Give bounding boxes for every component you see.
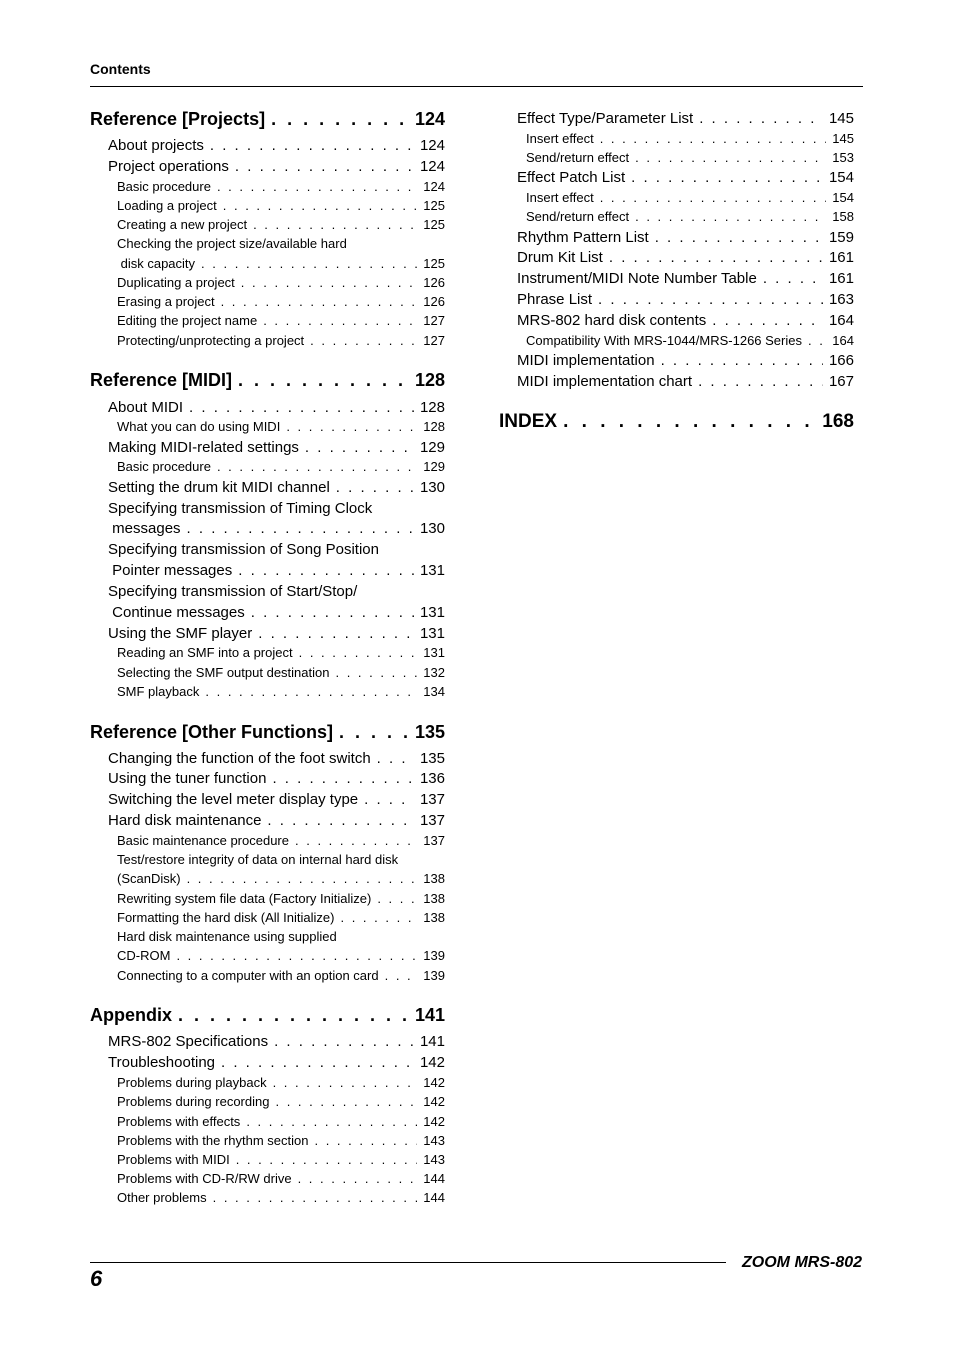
- dot-leader: [217, 179, 417, 194]
- dot-leader: [205, 684, 417, 699]
- toc-entry[interactable]: [108, 770, 445, 787]
- dot-leader: [241, 275, 418, 290]
- dot-leader: [598, 291, 823, 308]
- dot-leader: [339, 722, 409, 743]
- dot-leader: [295, 833, 417, 848]
- toc-entry[interactable]: [517, 312, 854, 329]
- footer-brand: ZOOM MRS-802: [742, 1254, 863, 1271]
- toc-entry-title: Reading an SMF into a project: [117, 645, 293, 660]
- toc-entry[interactable]: [90, 370, 445, 391]
- dot-leader: [253, 217, 417, 232]
- toc-entry-page: 143: [423, 1133, 445, 1148]
- toc-entry-page: 128: [414, 370, 445, 390]
- toc-entry[interactable]: [108, 562, 445, 579]
- toc-entry-page: 141: [419, 1033, 445, 1050]
- toc-entry[interactable]: [526, 190, 854, 205]
- toc-entry-page: 159: [828, 229, 854, 246]
- toc-entry[interactable]: [517, 291, 854, 308]
- dot-leader: [635, 209, 826, 224]
- toc-entry-title: disk capacity: [117, 256, 196, 271]
- dot-leader: [273, 1075, 418, 1090]
- dot-leader: [377, 750, 414, 767]
- toc-entry-title: Loading a project: [117, 198, 217, 213]
- dot-leader: [600, 131, 827, 146]
- toc-entry-page: 134: [423, 684, 445, 699]
- toc-entry[interactable]: [499, 411, 854, 433]
- toc-entry-page: 131: [419, 562, 445, 579]
- toc-entry-page: 125: [423, 256, 445, 271]
- toc-entry-title: Using the tuner function: [108, 770, 267, 787]
- toc-entry-page: 161: [828, 249, 854, 266]
- toc-entry-title: MIDI implementation chart: [517, 373, 693, 390]
- toc-entry[interactable]: [108, 158, 445, 175]
- toc-entry[interactable]: [117, 198, 445, 213]
- dot-leader: [563, 411, 816, 433]
- dot-leader: [635, 150, 826, 165]
- toc-entry[interactable]: [117, 459, 445, 474]
- toc-entry-title: Switching the level meter display type: [108, 791, 359, 808]
- toc-entry-title: Editing the project name: [117, 313, 258, 328]
- dot-leader: [305, 439, 414, 456]
- toc-entry-title: What you can do using MIDI: [117, 419, 281, 434]
- toc-entry-page: 132: [423, 665, 445, 680]
- toc-entry[interactable]: [108, 541, 445, 558]
- dot-leader: [298, 1171, 418, 1186]
- toc-entry-page: 161: [828, 270, 854, 287]
- toc-entry-page: 144: [423, 1190, 445, 1205]
- toc-entry[interactable]: [117, 333, 445, 348]
- toc-entry[interactable]: [108, 812, 445, 829]
- dot-leader: [631, 169, 823, 186]
- toc-entry-title: Troubleshooting: [108, 1054, 216, 1071]
- footer-rule: [90, 1262, 726, 1263]
- dot-leader: [698, 373, 823, 390]
- toc-entry[interactable]: [517, 373, 854, 390]
- toc-entry[interactable]: [90, 722, 445, 743]
- toc-entry[interactable]: [108, 791, 445, 808]
- toc-entry-page: 163: [828, 291, 854, 308]
- toc-entry-page: 131: [423, 645, 445, 660]
- toc-entry-title: messages: [108, 520, 181, 537]
- toc-entry-title: Insert effect: [526, 131, 594, 146]
- toc-entry[interactable]: [117, 217, 445, 232]
- toc-entry-page: 166: [828, 352, 854, 369]
- toc-entry-title: SMF playback: [117, 684, 200, 699]
- toc-entry-page: 154: [828, 169, 854, 186]
- toc-entry-title: (ScanDisk): [117, 871, 181, 886]
- toc-entry-title: Test/restore integrity of data on internal hard disk: [117, 852, 399, 867]
- toc-entry[interactable]: [517, 229, 854, 246]
- toc-entry-title: Problems during recording: [117, 1094, 270, 1109]
- toc-entry-title: Compatibility With MRS-1044/MRS-1266 Series: [526, 333, 802, 348]
- toc-entry-title: Changing the function of the foot switch: [108, 750, 371, 767]
- toc-entry-page: 129: [423, 459, 445, 474]
- toc-entry-title: Using the SMF player: [108, 625, 253, 642]
- toc-entry[interactable]: [108, 625, 445, 642]
- toc-entry-title: CD-ROM: [117, 948, 171, 963]
- dot-leader: [286, 419, 417, 434]
- toc-entry-page: 153: [832, 150, 854, 165]
- toc-entry-title: Formatting the hard disk (All Initialize): [117, 910, 335, 925]
- toc-entry-title: Reference [Other Functions]: [90, 722, 334, 742]
- toc-entry[interactable]: [517, 169, 854, 186]
- toc-entry-page: 124: [419, 137, 445, 154]
- toc-entry[interactable]: [108, 1054, 445, 1071]
- toc-entry[interactable]: [117, 929, 445, 944]
- toc-entry-title: Erasing a project: [117, 294, 215, 309]
- toc-entry-page: 142: [419, 1054, 445, 1071]
- toc-entry[interactable]: [108, 520, 445, 537]
- toc-entry-page: 145: [832, 131, 854, 146]
- toc-entry-title: Appendix: [90, 1005, 173, 1025]
- toc-entry-page: 143: [423, 1152, 445, 1167]
- toc-entry-title: Send/return effect: [526, 150, 630, 165]
- toc-entry-title: Specifying transmission of Start/Stop/: [108, 583, 358, 600]
- toc-entry[interactable]: [517, 249, 854, 266]
- toc-entry-page: 164: [828, 312, 854, 329]
- toc-entry[interactable]: [117, 891, 445, 906]
- toc-entry[interactable]: [117, 236, 445, 251]
- toc-entry-title: Rhythm Pattern List: [517, 229, 649, 246]
- dot-leader: [263, 313, 417, 328]
- toc-entry[interactable]: [117, 1171, 445, 1186]
- toc-entry-title: MRS-802 Specifications: [108, 1033, 269, 1050]
- toc-entry-page: 141: [414, 1005, 445, 1025]
- dot-leader: [655, 229, 823, 246]
- dot-leader: [271, 109, 409, 130]
- toc-entry-title: Hard disk maintenance using supplied: [117, 929, 337, 944]
- toc-entry-page: 125: [423, 198, 445, 213]
- dot-leader: [364, 791, 414, 808]
- toc-entry-page: 130: [419, 520, 445, 537]
- toc-entry[interactable]: [108, 750, 445, 767]
- dot-leader: [699, 110, 823, 127]
- toc-entry[interactable]: [117, 833, 445, 848]
- dot-leader: [210, 137, 414, 154]
- toc-entry-page: 167: [828, 373, 854, 390]
- dot-leader: [385, 968, 418, 983]
- dot-leader: [221, 1054, 414, 1071]
- toc-entry[interactable]: [526, 209, 854, 224]
- toc-entry-page: 138: [423, 891, 445, 906]
- toc-entry-page: 124: [423, 179, 445, 194]
- toc-entry[interactable]: [526, 131, 854, 146]
- toc-entry-page: 127: [423, 333, 445, 348]
- toc-entry[interactable]: [117, 419, 445, 434]
- dot-leader: [340, 910, 417, 925]
- toc-entry-title: Continue messages: [108, 604, 245, 621]
- dot-leader: [238, 562, 414, 579]
- dot-leader: [336, 479, 414, 496]
- toc-entry[interactable]: [108, 439, 445, 456]
- toc-entry-page: 137: [419, 812, 445, 829]
- dot-leader: [238, 370, 409, 391]
- dot-leader: [763, 270, 823, 287]
- toc-entry[interactable]: [117, 256, 445, 271]
- toc-entry[interactable]: [117, 1114, 445, 1129]
- toc-entry-page: 142: [423, 1075, 445, 1090]
- dot-leader: [235, 158, 414, 175]
- toc-entry-page: 138: [423, 871, 445, 886]
- toc-entry-page: 142: [423, 1094, 445, 1109]
- toc-entry[interactable]: [517, 110, 854, 127]
- toc-entry-page: 128: [423, 419, 445, 434]
- toc-entry[interactable]: [90, 109, 445, 130]
- toc-entry-title: MRS-802 hard disk contents: [517, 312, 707, 329]
- dot-leader: [236, 1152, 418, 1167]
- dot-leader: [272, 770, 414, 787]
- toc-entry[interactable]: [117, 179, 445, 194]
- dot-leader: [808, 333, 826, 348]
- toc-entry[interactable]: [90, 1005, 445, 1026]
- dot-leader: [213, 1190, 418, 1205]
- toc-entry[interactable]: [117, 1152, 445, 1167]
- toc-entry-title: Insert effect: [526, 190, 594, 205]
- toc-entry[interactable]: [117, 275, 445, 290]
- dot-leader: [600, 190, 827, 205]
- toc-entry[interactable]: [108, 583, 445, 600]
- toc-entry-title: Problems with the rhythm section: [117, 1133, 309, 1148]
- toc-entry-title: Making MIDI-related settings: [108, 439, 299, 456]
- toc-entry[interactable]: [108, 1033, 445, 1050]
- toc-entry-page: 124: [419, 158, 445, 175]
- dot-leader: [258, 625, 414, 642]
- toc-entry-title: Basic procedure: [117, 179, 211, 194]
- toc-entry-page: 128: [419, 399, 445, 416]
- toc-entry-title: Checking the project size/available hard: [117, 236, 347, 251]
- toc-entry[interactable]: [526, 150, 854, 165]
- toc-entry-title: Basic maintenance procedure: [117, 833, 289, 848]
- toc-entry-page: 127: [423, 313, 445, 328]
- dot-leader: [314, 1133, 417, 1148]
- toc-entry-title: Phrase List: [517, 291, 593, 308]
- toc-entry-title: Reference [Projects]: [90, 109, 266, 129]
- toc-entry-title: Rewriting system file data (Factory Initialize): [117, 891, 372, 906]
- dot-leader: [201, 256, 417, 271]
- toc-entry-title: About MIDI: [108, 399, 184, 416]
- toc-entry[interactable]: [517, 352, 854, 369]
- toc-entry[interactable]: [117, 910, 445, 925]
- toc-entry-page: 168: [822, 411, 854, 432]
- dot-leader: [661, 352, 823, 369]
- toc-entry[interactable]: [108, 500, 445, 517]
- toc-entry-title: Other problems: [117, 1190, 207, 1205]
- toc-entry-page: 145: [828, 110, 854, 127]
- toc-entry-page: 126: [423, 294, 445, 309]
- toc-entry-page: 139: [423, 948, 445, 963]
- toc-entry[interactable]: [117, 665, 445, 680]
- toc-entry[interactable]: [517, 270, 854, 287]
- dot-leader: [712, 312, 823, 329]
- toc-entry-page: 135: [414, 722, 445, 742]
- dot-leader: [178, 1005, 409, 1026]
- dot-leader: [221, 294, 418, 309]
- toc-entry-title: Effect Type/Parameter List: [517, 110, 694, 127]
- toc-entry-title: Problems with MIDI: [117, 1152, 230, 1167]
- toc-entry[interactable]: [117, 1075, 445, 1090]
- toc-entry[interactable]: [117, 313, 445, 328]
- toc-entry-page: 137: [423, 833, 445, 848]
- toc-entry[interactable]: [108, 604, 445, 621]
- toc-entry-title: About projects: [108, 137, 204, 154]
- toc-entry-title: Effect Patch List: [517, 169, 626, 186]
- toc-entry-title: Protecting/unprotecting a project: [117, 333, 305, 348]
- toc-entry-title: INDEX: [499, 411, 558, 432]
- toc-entry[interactable]: [117, 645, 445, 660]
- toc-entry-title: Creating a new project: [117, 217, 248, 232]
- toc-entry[interactable]: [117, 684, 445, 699]
- toc-entry[interactable]: [117, 1133, 445, 1148]
- toc-entry[interactable]: [117, 852, 445, 867]
- page-number: 6: [90, 1266, 103, 1291]
- dot-leader: [223, 198, 418, 213]
- toc-entry[interactable]: [117, 1190, 445, 1205]
- dot-leader: [267, 812, 414, 829]
- toc-entry-page: 164: [832, 333, 854, 348]
- toc-entry-title: Reference [MIDI]: [90, 370, 233, 390]
- toc-entry-title: Instrument/MIDI Note Number Table: [517, 270, 757, 287]
- dot-leader: [609, 249, 823, 266]
- dot-leader: [310, 333, 417, 348]
- toc-entry-title: Send/return effect: [526, 209, 630, 224]
- dot-leader: [217, 459, 417, 474]
- dot-leader: [335, 665, 417, 680]
- toc-entry-page: 130: [419, 479, 445, 496]
- toc-entry-title: Basic procedure: [117, 459, 211, 474]
- dot-leader: [274, 1033, 414, 1050]
- toc-entry-title: Connecting to a computer with an option card: [117, 968, 379, 983]
- dot-leader: [299, 645, 418, 660]
- toc-entry-title: Setting the drum kit MIDI channel: [108, 479, 330, 496]
- toc-entry[interactable]: [117, 968, 445, 983]
- toc-entry[interactable]: [117, 1094, 445, 1109]
- toc-entry-page: 131: [419, 604, 445, 621]
- toc-entry-title: Specifying transmission of Song Position: [108, 541, 379, 558]
- toc-entry-page: 142: [423, 1114, 445, 1129]
- toc-entry-title: Problems with effects: [117, 1114, 241, 1129]
- toc-entry-title: MIDI implementation: [517, 352, 655, 369]
- toc-entry-title: Project operations: [108, 158, 229, 175]
- toc-entry-page: 126: [423, 275, 445, 290]
- toc-entry-page: 124: [414, 109, 445, 129]
- toc-entry[interactable]: [117, 948, 445, 963]
- toc-entry-page: 139: [423, 968, 445, 983]
- toc-entry-title: Pointer messages: [108, 562, 233, 579]
- dot-leader: [176, 948, 417, 963]
- header-rule: [90, 86, 863, 87]
- toc-entry-page: 135: [419, 750, 445, 767]
- toc-entry-page: 158: [832, 209, 854, 224]
- toc-entry[interactable]: [526, 333, 854, 348]
- toc-entry-page: 137: [419, 791, 445, 808]
- toc-entry-title: Problems during playback: [117, 1075, 267, 1090]
- toc-entry-page: 129: [419, 439, 445, 456]
- toc-entry-page: 131: [419, 625, 445, 642]
- toc-entry-page: 138: [423, 910, 445, 925]
- toc-entry-title: Problems with CD-R/RW drive: [117, 1171, 292, 1186]
- toc-entry[interactable]: [108, 137, 445, 154]
- toc-entry-title: Duplicating a project: [117, 275, 235, 290]
- toc-entry-title: Selecting the SMF output destination: [117, 665, 330, 680]
- toc-entry-page: 154: [832, 190, 854, 205]
- running-header: Contents: [90, 61, 151, 77]
- dot-leader: [377, 891, 417, 906]
- toc-entry-title: Hard disk maintenance: [108, 812, 262, 829]
- toc-entry-page: 125: [423, 217, 445, 232]
- dot-leader: [275, 1094, 417, 1109]
- toc-entry[interactable]: [117, 294, 445, 309]
- toc-entry-title: Drum Kit List: [517, 249, 603, 266]
- dot-leader: [246, 1114, 417, 1129]
- dot-leader: [251, 604, 414, 621]
- toc-entry[interactable]: [108, 399, 445, 416]
- toc-entry-page: 136: [419, 770, 445, 787]
- dot-leader: [187, 871, 418, 886]
- toc-entry-title: Specifying transmission of Timing Clock: [108, 500, 373, 517]
- toc-entry-page: 144: [423, 1171, 445, 1186]
- dot-leader: [189, 399, 414, 416]
- toc-entry[interactable]: [117, 871, 445, 886]
- dot-leader: [187, 520, 414, 537]
- toc-entry[interactable]: [108, 479, 445, 496]
